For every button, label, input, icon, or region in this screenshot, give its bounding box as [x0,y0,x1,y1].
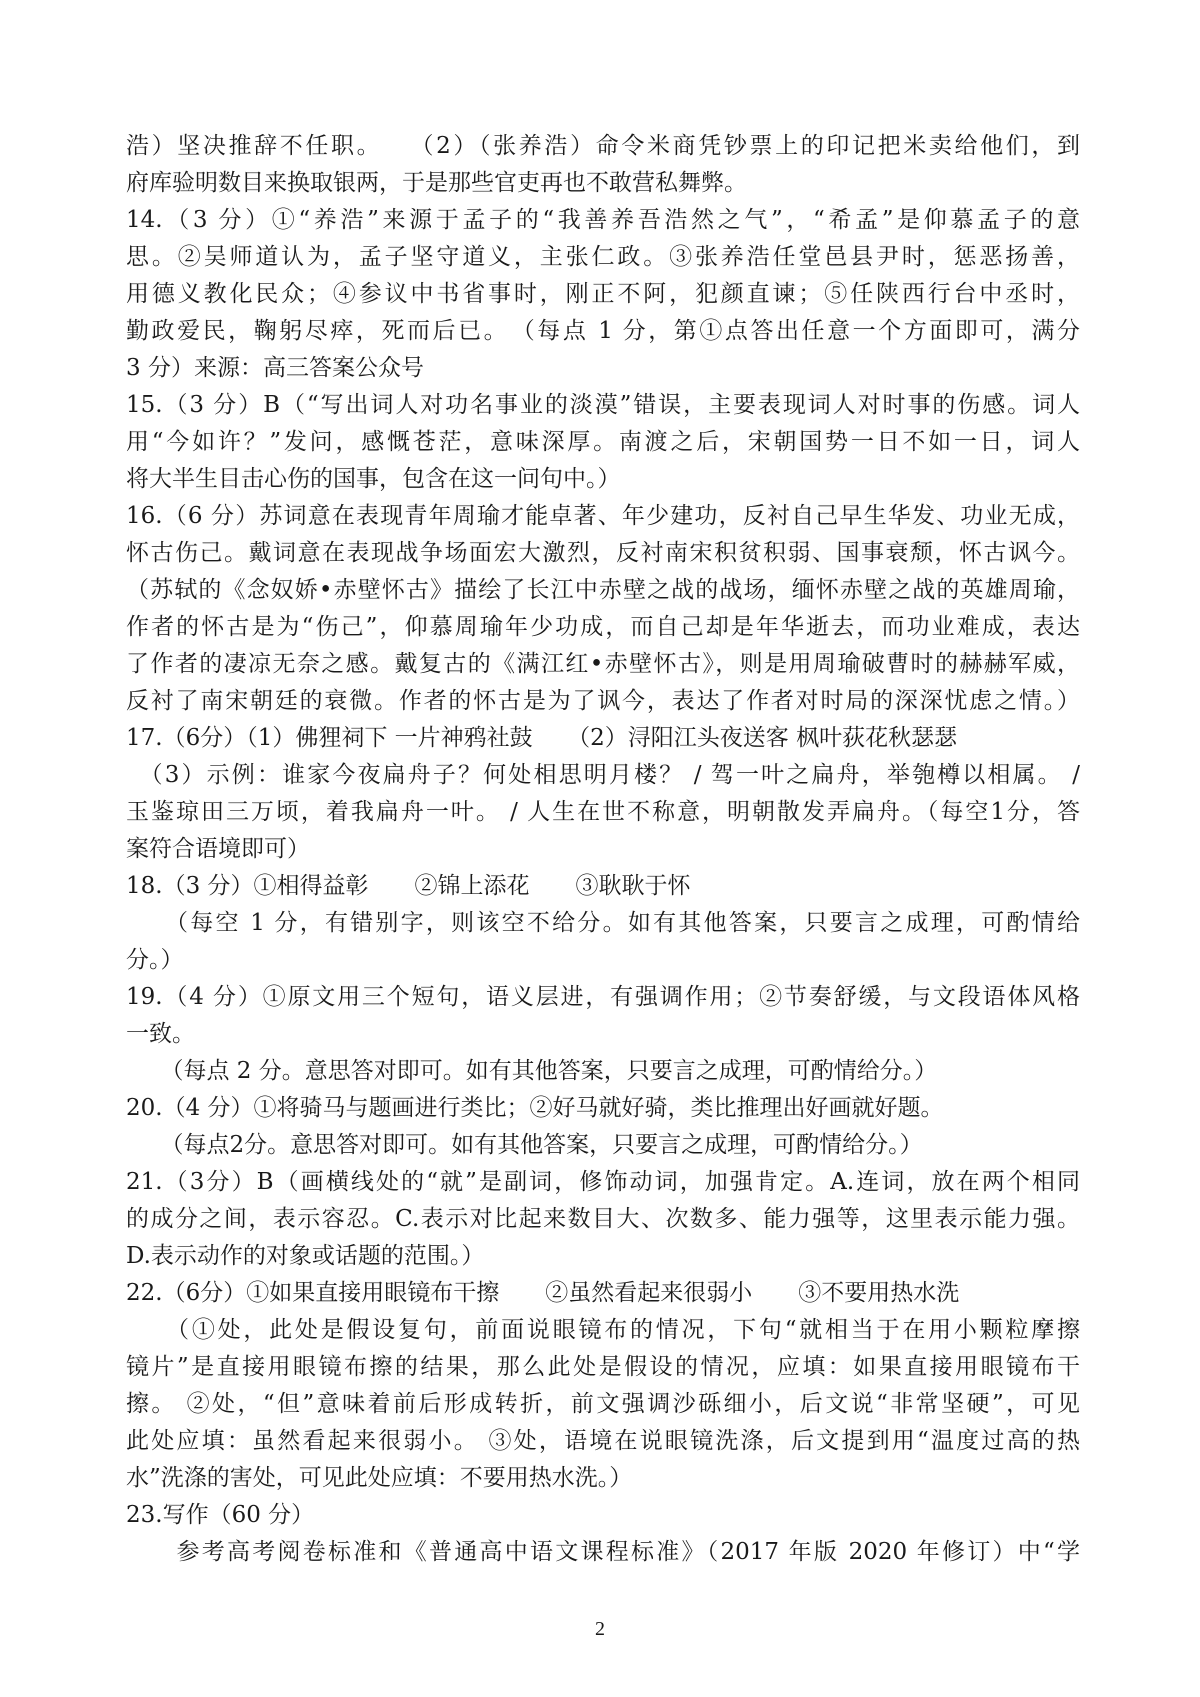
text-line: 19.（4 分）①原文用三个短句，语义层进，有强调作用；②节奏舒缓，与文段语体风格 [126,984,1080,1010]
text-line: 此处应填：虽然看起来很弱小。 ③处，语境在说眼镜洗涤，后文提到用“温度过高的热 [126,1428,1080,1454]
text-line: 的成分之间，表示容忍。C.表示对比起来数目大、次数多、能力强等，这里表示能力强。 [126,1206,1080,1232]
text-line: 案符合语境即可） [126,836,310,862]
text-line: 水”洗涤的害处，可见此处应填：不要用热水洗。） [126,1465,633,1491]
text-line: 玉鉴琼田三万顷，着我扁舟一叶。 / 人生在世不称意，明朝散发弄扁舟。（每空1分，答 [126,799,1080,825]
text-line: （每点 2 分。意思答对即可。如有其他答案，只要言之成理，可酌情给分。） [126,1058,938,1084]
text-line: 参考高考阅卷标准和《普通高中语文课程标准》（2017 年版 2020 年修订）中“学 [126,1539,1080,1565]
answer-key-text [126,128,1080,1571]
text-line: 作者的怀古是为“伤己”，仰慕周瑜年少功成，而自己却是年华逝去，而功业难成，表达 [126,614,1080,640]
text-line: （每空 1 分，有错别字，则该空不给分。如有其他答案，只要言之成理，可酌情给 [126,910,1080,936]
text-line: 府库验明数目来换取银两，于是那些官吏再也不敢营私舞弊。 [126,170,747,196]
text-line: 18.（3 分）①相得益彰 ②锦上添花 ③耿耿于怀 [126,873,691,899]
text-line: 思。②吴师道认为，孟子坚守道义，主张仁政。③张养浩任堂邑县尹时，惩恶扬善， [126,244,1080,270]
text-line: （苏轼的《念奴娇•赤壁怀古》描绘了长江中赤壁之战的战场，缅怀赤壁之战的英雄周瑜， [126,577,1080,603]
text-line: D.表示动作的对象或话题的范围。） [126,1243,485,1269]
text-line: 浩）坚决推辞不任职。 （2）（张养浩）命令米商凭钞票上的印记把米卖给他们，到 [126,133,1080,159]
text-line: 怀古伤己。戴词意在表现战争场面宏大激烈，反衬南宋积贫积弱、国事衰颓，怀古讽今。 [126,540,1080,566]
text-line: 14.（3 分）①“养浩”来源于孟子的“我善养吾浩然之气”，“希孟”是仰慕孟子的意 [126,207,1080,233]
text-line: 15.（3 分）B（“写出词人对功名事业的淡漠”错误，主要表现词人对时事的伤感。词人 [126,392,1080,418]
text-line: 22.（6分）①如果直接用眼镜布干擦 ②虽然看起来很弱小 ③不要用热水洗 [126,1280,960,1306]
text-line: 反衬了南宋朝廷的衰微。作者的怀古是为了讽今，表达了作者对时局的深深忧虑之情。） [126,688,1080,714]
text-line: 16.（6 分）苏词意在表现青年周瑜才能卓著、年少建功，反衬自己早生华发、功业无成， [126,503,1080,529]
text-line: 了作者的凄凉无奈之感。戴复古的《满江红•赤壁怀古》，则是用周瑜破曹时的赫赫军威， [126,651,1080,677]
text-line: 23.写作（60 分） [126,1502,315,1528]
text-line: 20.（4 分）①将骑马与题画进行类比；②好马就好骑，类比推理出好画就好题。 [126,1095,944,1121]
text-line: 用德义教化民众；④参议中书省事时，刚正不阿，犯颜直谏；⑤任陕西行台中丞时， [126,281,1080,307]
text-line: 擦。 ②处，“但”意味着前后形成转折，前文强调沙砾细小，后文说“非常坚硬”，可见 [126,1391,1080,1417]
text-line: （①处，此处是假设复句，前面说眼镜布的情况，下句“就相当于在用小颗粒摩擦 [126,1317,1080,1343]
text-line: 镜片”是直接用眼镜布擦的结果，那么此处是假设的情况，应填：如果直接用眼镜布干 [126,1354,1080,1380]
text-line: 用“今如许？”发问，感慨苍茫，意味深厚。南渡之后，宋朝国势一日不如一日，词人 [126,429,1080,455]
text-line: （每点2分。意思答对即可。如有其他答案，只要言之成理，可酌情给分。） [126,1132,923,1158]
text-line: （3）示例：谁家今夜扁舟子？何处相思明月楼？ / 驾一叶之扁舟，举匏樽以相属。 / [126,762,1080,788]
text-line: 分。） [126,947,184,973]
page-number: 2 [595,1618,605,1640]
text-line: 一致。 [126,1021,195,1047]
text-line: 17.（6分）（1）佛狸祠下 一片神鸦社鼓 （2）浔阳江头夜送客 枫叶荻花秋瑟瑟 [126,725,958,751]
text-line: 21.（3分）B（画横线处的“就”是副词，修饰动词，加强肯定。A.连词，放在两个相同 [126,1169,1080,1195]
text-line: 3 分）来源：高三答案公众号 [126,355,424,381]
text-line: 勤政爱民，鞠躬尽瘁，死而后已。 （每点 1 分，第①点答出任意一个方面即可，满分 [126,318,1080,344]
text-line: 将大半生目击心伤的国事，包含在这一问句中。） [126,466,621,492]
